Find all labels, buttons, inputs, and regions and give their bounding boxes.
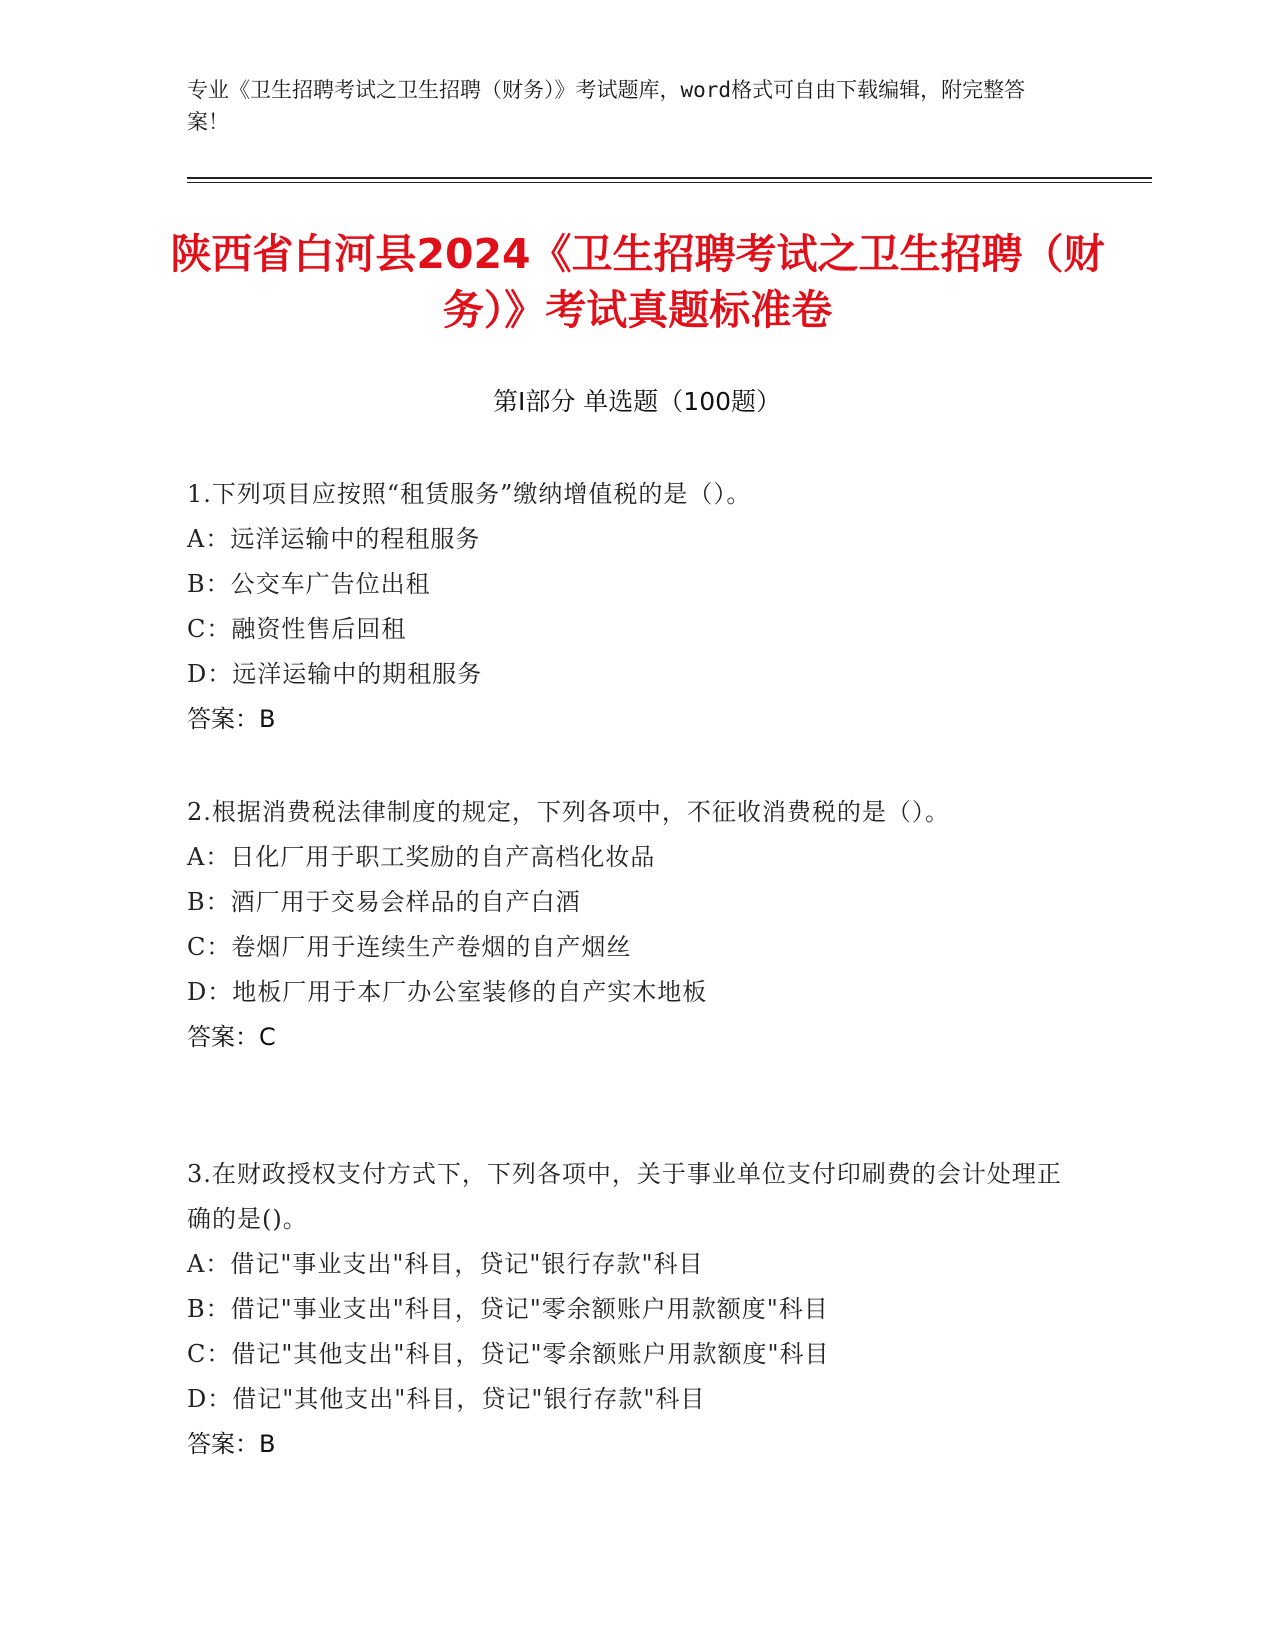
question-block: [187, 1152, 1067, 1467]
question-stem: 2.根据消费税法律制度的规定，下列各项中，不征收消费税的是（）。: [187, 798, 950, 826]
option-b: B：酒厂用于交易会样品的自产白酒: [187, 888, 581, 916]
option-c: C：借记"其他支出"科目，贷记"零余额账户用款额度"科目: [187, 1340, 830, 1368]
question-stem: 1.下列项目应按照“租赁服务”缴纳增值税的是（）。: [187, 480, 752, 508]
answer: 答案：C: [187, 1023, 276, 1051]
answer: 答案：B: [187, 1430, 276, 1458]
header-divider: [187, 177, 1152, 179]
option-c: C：融资性售后回租: [187, 615, 407, 643]
header-note: 专业《卫生招聘考试之卫生招聘（财务）》考试题库，word格式可自由下载编辑，附完整答案！: [187, 78, 1026, 134]
option-a: A：借记"事业支出"科目，贷记"银行存款"科目: [187, 1250, 704, 1278]
option-d: D：地板厂用于本厂办公室装修的自产实木地板: [187, 978, 708, 1006]
question-block: [187, 472, 1067, 742]
option-a: A：远洋运输中的程租服务: [187, 525, 481, 553]
option-c: C：卷烟厂用于连续生产卷烟的自产烟丝: [187, 933, 632, 961]
option-b: B：借记"事业支出"科目，贷记"零余额账户用款额度"科目: [187, 1295, 829, 1323]
option-d: D：借记"其他支出"科目，贷记"银行存款"科目: [187, 1385, 706, 1413]
header-divider-thin: [187, 182, 1152, 183]
option-b: B：公交车广告位出租: [187, 570, 431, 598]
answer: 答案：B: [187, 705, 276, 733]
question-stem: 3.在财政授权支付方式下，下列各项中，关于事业单位支付印刷费的会计处理正确的是()。: [187, 1160, 1062, 1233]
section-title: 第Ⅰ部分 单选题（100题）: [492, 387, 782, 416]
option-d: D：远洋运输中的期租服务: [187, 660, 483, 688]
question-block: [187, 790, 1067, 1060]
document-title: 陕西省白河县2024《卫生招聘考试之卫生招聘（财务）》考试真题标准卷: [170, 230, 1105, 334]
option-a: A：日化厂用于职工奖励的自产高档化妆品: [187, 843, 656, 871]
